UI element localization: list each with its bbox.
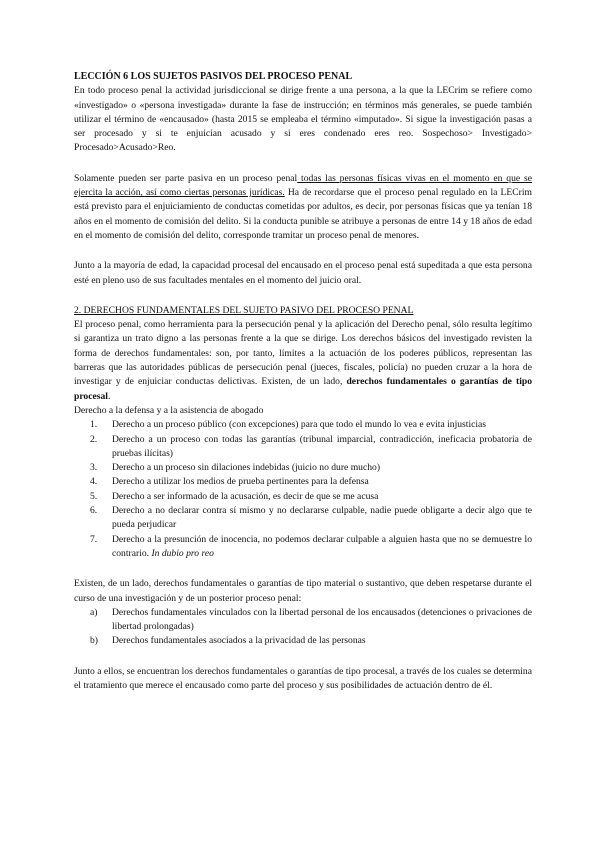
spacer <box>74 561 532 577</box>
list-number: 3. <box>90 462 98 474</box>
list-text: Derecho a un proceso sin dilaciones indebidas (juicio no dure mucho) <box>112 462 381 474</box>
list-item <box>74 606 532 635</box>
list-item <box>74 490 532 504</box>
spacer <box>74 288 532 304</box>
list-number: 5. <box>90 490 98 502</box>
intro-paragraph: En todo proceso penal la actividad jurisdiccional se dirige frente a una persona, a la que la LECrim se refiere como «investigado» o «persona investigada» durante la fase de instrucción; en términos más generales, se puede también utilizar el término de «encausado» (hasta 2015 se empleaba el término «imputado». Si sigue la investigación pasas a ser procesado y si te enjuician acusado y si eres condenado eres reo. Sospechoso> Investigado> Procesado>Acusado>Reo. <box>74 85 532 154</box>
list-number: 2. <box>90 433 98 445</box>
rights-text: El proceso penal, como herramienta para la persecución penal y la aplicación del Derecho penal, sólo resulta legítimo si garantiza un trato digno a las personas frente a la que se dirige. Los derechos básicos del investigado revisten la forma de derechos fundamentales: son, por tanto, límites a la actuación de los poderes públicos, representan las barreras que las autoridades públicas de persecución penal (jueces, fiscales, policía) no pueden cruzar a la hora de investigar y de enjuiciar conductas delictivas. Existen, de un lado, <box>74 319 532 388</box>
passive-party-rest: Ha de recordarse que el proceso penal regulado en la LECrim está previsto para el enjuiciamiento de conductas cometidas por adultos, es decir, por personas físicas que ya tenían 18 años en el momento de comisión del delito. Si la conducta punible se atribuye a personas de entre 14 y 18 años de edad en el momento de comisión del delito, corresponde tramitar un proceso penal de menores. <box>74 187 532 241</box>
material-rights-list <box>74 606 532 649</box>
list-item <box>74 461 532 475</box>
passive-party-text: Solamente pueden ser parte pasiva en un proceso penal <box>74 172 298 184</box>
list-number: 4. <box>90 476 98 488</box>
closing-paragraph: Junto a ellos, se encuentran los derechos fundamentales o garantías de tipo procesal, a través de los cuales se determina el tratamiento que merece el encausado como parte del proceso y sus posibilidades de actuación dentro de él. <box>74 665 532 691</box>
document-page <box>74 70 532 693</box>
list-number: 6. <box>90 505 98 517</box>
latin-phrase: In dubio pro reo <box>151 547 214 559</box>
list-item <box>74 418 532 432</box>
list-text: Derecho a no declarar contra sí mismo y no declararse culpable, nadie puede obligarte a decir algo que te pueda perjudicar <box>112 505 532 531</box>
list-text: Derechos fundamentales asociados a la privacidad de las personas <box>112 635 366 647</box>
rights-bold: derechos fundamentales o garantías de tipo procesal <box>74 376 532 402</box>
list-text <box>112 533 532 562</box>
list-text: Derecho a utilizar los medios de prueba pertinentes para la defensa <box>112 476 369 488</box>
list-letter: a) <box>90 606 98 618</box>
list-letter: b) <box>90 635 98 647</box>
list-item <box>74 634 532 648</box>
material-rights-paragraph: Existen, de un lado, derechos fundamentales o garantías de tipo material o sustantivo, que deben respetarse durante el curso de una investigación y de un posterior proceso penal: <box>74 578 532 604</box>
list-item <box>74 504 532 533</box>
list-item <box>74 433 532 462</box>
lesson-title: LECCIÓN 6 LOS SUJETOS PASIVOS DEL PROCESO PENAL <box>74 71 353 82</box>
list-item <box>74 533 532 562</box>
list-number: 7. <box>90 533 98 545</box>
spacer <box>74 243 532 259</box>
list-text-main: Derecho a la presunción de inocencia, no podemos declarar culpable a alguien hasta que no se demuestre lo contrario. <box>112 533 532 559</box>
passive-party-underlined: todas las personas físicas vivas en el momento en que se ejercita la acción, así como ciertas personas jurídicas. <box>74 172 532 199</box>
procedural-rights-list <box>74 418 532 561</box>
list-text: Derecho a ser informado de la acusación, es decir de que se me acusa <box>112 490 379 502</box>
rights-end: . <box>107 390 111 402</box>
passive-party-paragraph <box>74 172 532 243</box>
list-number: 1. <box>90 419 98 431</box>
defense-subline: Derecho a la defensa y a la asistencia de abogado <box>74 404 264 416</box>
spacer <box>74 156 532 172</box>
list-text: Derecho a un proceso con todas las garantías (tribunal imparcial, contradicción, ineficacia probatoria de pruebas ilícitas) <box>112 433 532 459</box>
capacity-paragraph: Junto a la mayoría de edad, la capacidad procesal del encausado en el proceso penal está supeditada a que esta persona esté en pleno uso de sus facultades mentales en el momento del juicio oral. <box>74 260 532 286</box>
spacer <box>74 649 532 665</box>
section-2-heading: 2. DERECHOS FUNDAMENTALES DEL SUJETO PASIVO DEL PROCESO PENAL <box>74 304 414 316</box>
list-item <box>74 475 532 489</box>
list-text: Derechos fundamentales vinculados con la libertad personal de los encausados (detenciones o privaciones de libertad prolongadas) <box>112 606 532 633</box>
list-text: Derecho a un proceso público (con excepciones) para que todo el mundo lo vea e evita injusticias <box>112 419 487 431</box>
rights-paragraph <box>74 318 532 404</box>
